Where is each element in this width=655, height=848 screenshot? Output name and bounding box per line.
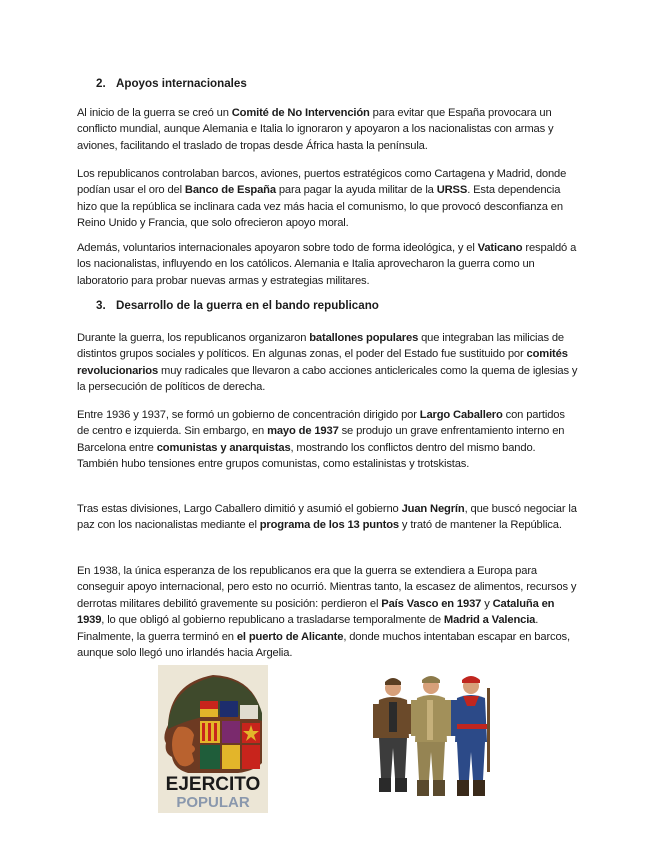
paragraph-text: Además, voluntarios internacionales apoyaron sobre todo de forma ideológica, y el	[77, 242, 478, 254]
paragraph	[77, 407, 579, 473]
paragraph-text: , lo que obligó al gobierno republicano a trasladarse temporalmente de	[101, 614, 444, 627]
paragraph	[77, 330, 579, 396]
section-number: 2.	[96, 77, 106, 90]
paragraph-text: que integraban las milicias de distintos grupos sociales y políticos. En algunas zonas, el poder del Estado fue sustituido por	[77, 332, 564, 361]
paragraph	[77, 240, 579, 289]
paragraph-text: Entre 1936 y 1937, se formó un gobierno de concentración dirigido por	[77, 409, 420, 421]
bold-term: mayo de 1937	[267, 425, 339, 438]
bold-term: Madrid a Valencia	[443, 614, 536, 627]
bold-term: Banco de España	[184, 184, 276, 197]
paragraph-text: Los republicanos controlaban barcos, aviones, puertos estratégicos como Cartagena y Madrid, donde podían usar el oro del	[77, 168, 567, 197]
bold-term: URSS	[436, 184, 468, 197]
ejercito-popular-poster-image	[158, 665, 268, 813]
paragraph-text: para evitar que España provocara un conflicto mundial, aunque Alemania e Italia lo ignoraron y apoyaron a los nacionalistas con armas y aviones, facilitando el traslado de tropas desde África hasta la península.	[77, 107, 554, 152]
bold-term: Comité de No Intervención	[231, 107, 370, 119]
section-heading-2	[96, 77, 247, 90]
paragraph	[77, 105, 579, 154]
bold-term: Largo Caballero	[419, 409, 503, 421]
bold-term: País Vasco en 1937	[381, 597, 482, 610]
paragraph	[77, 563, 579, 661]
poster-title: EJERCITO	[165, 774, 261, 795]
bold-term: comunistas y anarquistas	[156, 441, 291, 454]
paragraph-text: y	[481, 597, 493, 610]
paragraph-text: , que buscó negociar la paz con los nacionalistas mediante el	[77, 503, 577, 532]
paragraph-text: Durante la guerra, los republicanos organizaron	[77, 332, 310, 344]
section-number: 3.	[96, 299, 106, 312]
paragraph-text: , donde muchos intentaban escapar en barcos, aunque solo llegó uno irlandés hacia Argelia.	[77, 630, 570, 660]
bold-term: batallones populares	[309, 332, 419, 344]
paragraph-text: En 1938, la única esperanza de los republicanos era que la guerra se extendiera a Europa para conseguir apoyo internacional, pero esto no ocurrió. Mientras tanto, la escasez de alimentos, recursos y derrotas militares debilitó gravemente su posición: perdieron el	[77, 565, 577, 610]
bold-term: programa de los 13 puntos	[259, 519, 399, 532]
paragraph	[77, 166, 579, 232]
paragraph-text: se produjo un grave enfrentamiento interno en Barcelona entre	[77, 425, 565, 454]
paragraph-text: Al inicio de la guerra se creó un	[77, 107, 232, 119]
paragraph-text: para pagar la ayuda militar de la	[275, 184, 437, 197]
paragraph	[77, 501, 579, 534]
bold-term: Vaticano	[477, 242, 523, 254]
paragraph-text: , mostrando los conflictos dentro del mismo bando. También hubo tensiones entre grupos comunistas, como estalinistas y trotskistas.	[77, 441, 536, 471]
paragraph-text: y trató de mantener la República.	[398, 519, 562, 532]
bold-term: el puerto de Alicante	[236, 630, 344, 643]
section-title: Apoyos internacionales	[116, 77, 247, 90]
soldiers-illustration-image	[365, 668, 500, 808]
paragraph-text: respaldó a los nacionalistas, influyendo en los católicos. Alemania e Italia aprovecharon la guerra como un laboratorio para probar nuevas armas y estrategias militares.	[77, 242, 577, 287]
paragraph-text: muy radicales que llevaron a cabo acciones anticlericales como la quema de iglesias y la persecución de políticos de derecha.	[77, 364, 578, 394]
poster-subtitle: POPULAR	[176, 794, 250, 811]
paragraph-text: . Esta dependencia hizo que la república se inclinara cada vez más hacia el comunismo, lo que provocó desconfianza en Reino Unido y Francia, que solo ofrecieron apoyo moral.	[77, 184, 563, 230]
section-title: Desarrollo de la guerra en el bando republicano	[116, 299, 379, 312]
bold-term: Cataluña en 1939	[77, 597, 555, 627]
bold-term: comités revolucionarios	[77, 348, 568, 377]
paragraph-text: Tras estas divisiones, Largo Caballero dimitió y asumió el gobierno	[77, 503, 402, 515]
section-heading-3	[96, 299, 379, 312]
paragraph-text: . Finalmente, la guerra terminó en	[77, 614, 539, 643]
bold-term: Juan Negrín	[401, 503, 465, 515]
paragraph-text: con partidos de centro e izquierda. Sin embargo, en	[77, 409, 565, 438]
